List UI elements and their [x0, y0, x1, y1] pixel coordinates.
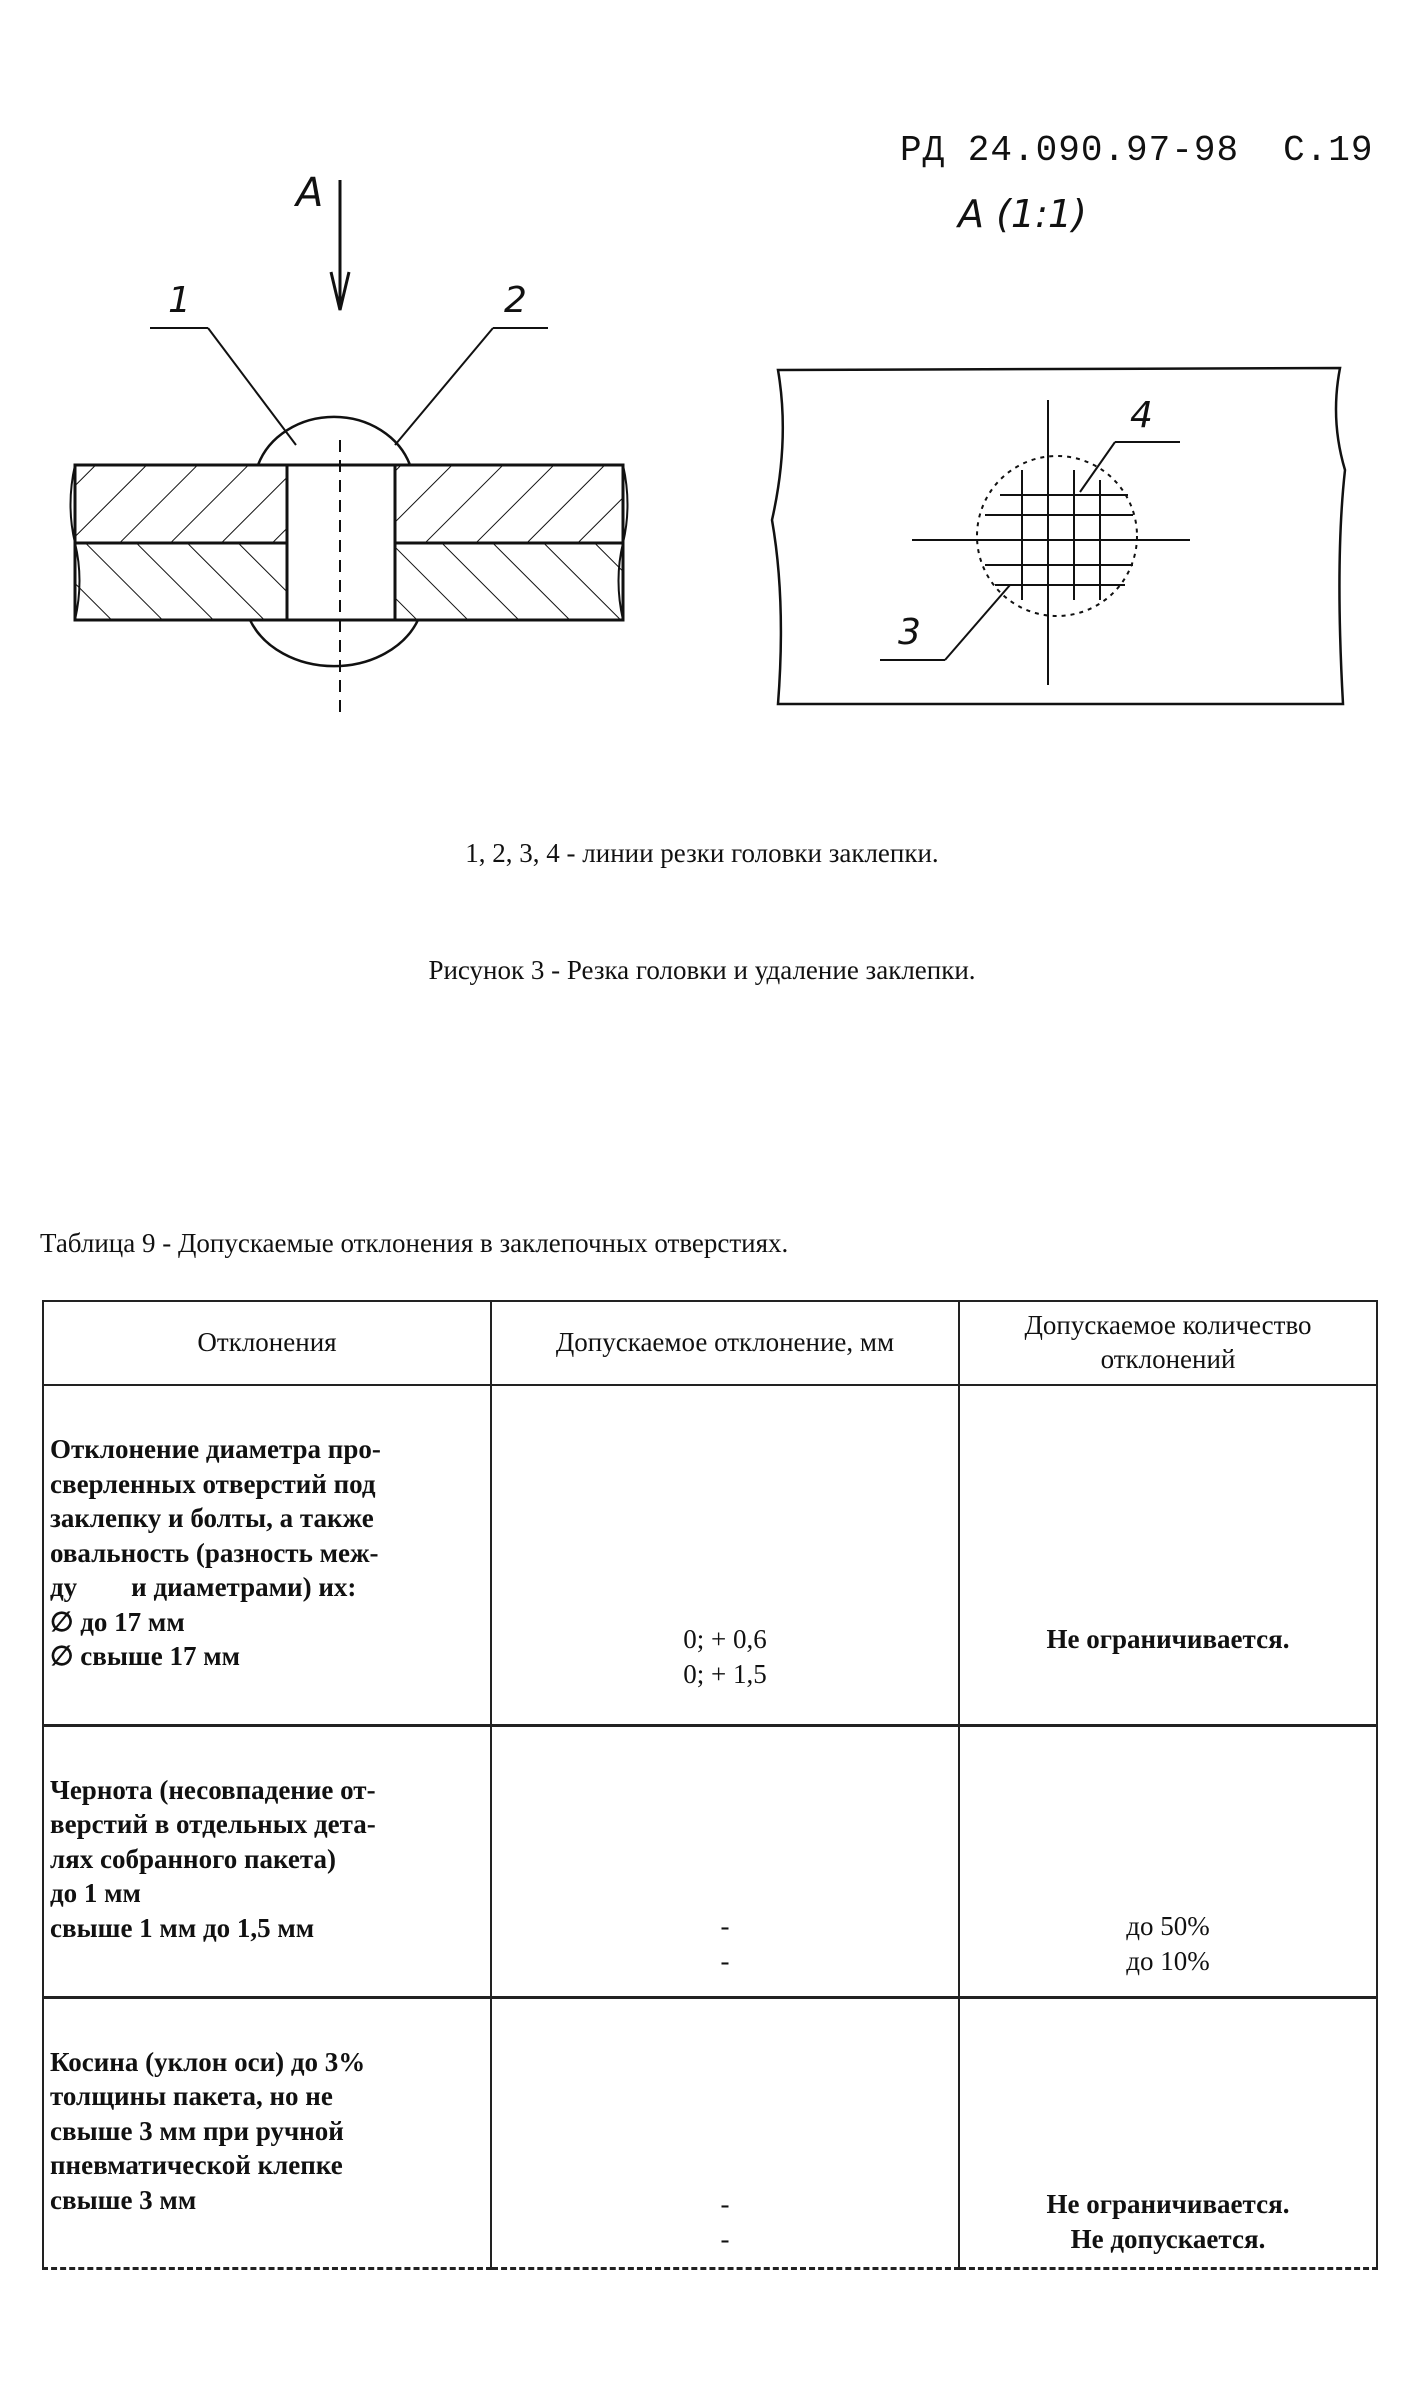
rivet-head-bottom [250, 620, 418, 666]
row-quantity: до 50% до 10% [959, 1725, 1377, 1997]
page-number: С.19 [1283, 130, 1374, 171]
callout-4-leader [1080, 442, 1115, 492]
figure-caption: Рисунок 3 - Резка головки и удаление заклепки. [428, 955, 976, 985]
rivet-section-view [71, 180, 628, 720]
row-description: Косина (уклон оси) до 3% толщины пакета, но не свыше 3 мм при ручной пневматической клепке свыше 3 мм [43, 1997, 491, 2269]
table-row [43, 1725, 1377, 1997]
header-deviations: Отклонения [43, 1301, 491, 1385]
header-allowed-quantity: Допускаемое количество отклонений [959, 1301, 1377, 1385]
bottom-plate-left [75, 543, 287, 620]
callout-1-label: 1 [168, 280, 191, 321]
callout-2-leader [395, 328, 493, 445]
view-arrow-label: A [296, 170, 324, 216]
view-title: A (1:1) [958, 192, 1087, 236]
table-header-row [43, 1301, 1377, 1385]
cut-lines-caption: 1, 2, 3, 4 - линии резки головки заклепки. [465, 838, 939, 868]
callout-1-leader [208, 328, 296, 445]
header-allowed-deviation: Допускаемое отклонение, мм [491, 1301, 959, 1385]
row-quantity: Не ограничивается. [959, 1385, 1377, 1725]
table-row [43, 1385, 1377, 1725]
row-deviation: - - [491, 1997, 959, 2269]
row-deviation: 0; + 0,6 0; + 1,5 [491, 1385, 959, 1725]
row-quantity: Не ограничивается. Не допускается. [959, 1997, 1377, 2269]
callout-3-leader [945, 585, 1010, 660]
top-plate-right [395, 465, 623, 543]
top-plate-left [75, 465, 287, 543]
row-description: Отклонение диаметра про- сверленных отверстий под заклепку и болты, а также овальность (разность меж- ду и диаметрами) их: ∅ до 17 мм ∅ свыше 17 мм [43, 1385, 491, 1725]
bottom-plate-right [395, 543, 623, 620]
table-row [43, 1997, 1377, 2269]
callout-2-label: 2 [504, 280, 527, 321]
rivet-head-circle [977, 456, 1137, 616]
row-description: Чернота (несовпадение от- верстий в отдельных дета- лях собранного пакета) до 1 мм свыше 1 мм до 1,5 мм [43, 1725, 491, 1997]
callout-4-label: 4 [1130, 395, 1153, 436]
row-deviation: - - [491, 1725, 959, 1997]
plate-outline [772, 368, 1345, 704]
table-title: Таблица 9 - Допускаемые отклонения в заклепочных отверстиях. [40, 1228, 789, 1258]
rivet-plan-view [772, 368, 1345, 704]
callout-3-label: 3 [898, 612, 921, 653]
document-code: РД 24.090.97-98 [900, 130, 1240, 171]
rivet-cutting-figure [0, 0, 1404, 760]
deviations-table [42, 1300, 1378, 2270]
